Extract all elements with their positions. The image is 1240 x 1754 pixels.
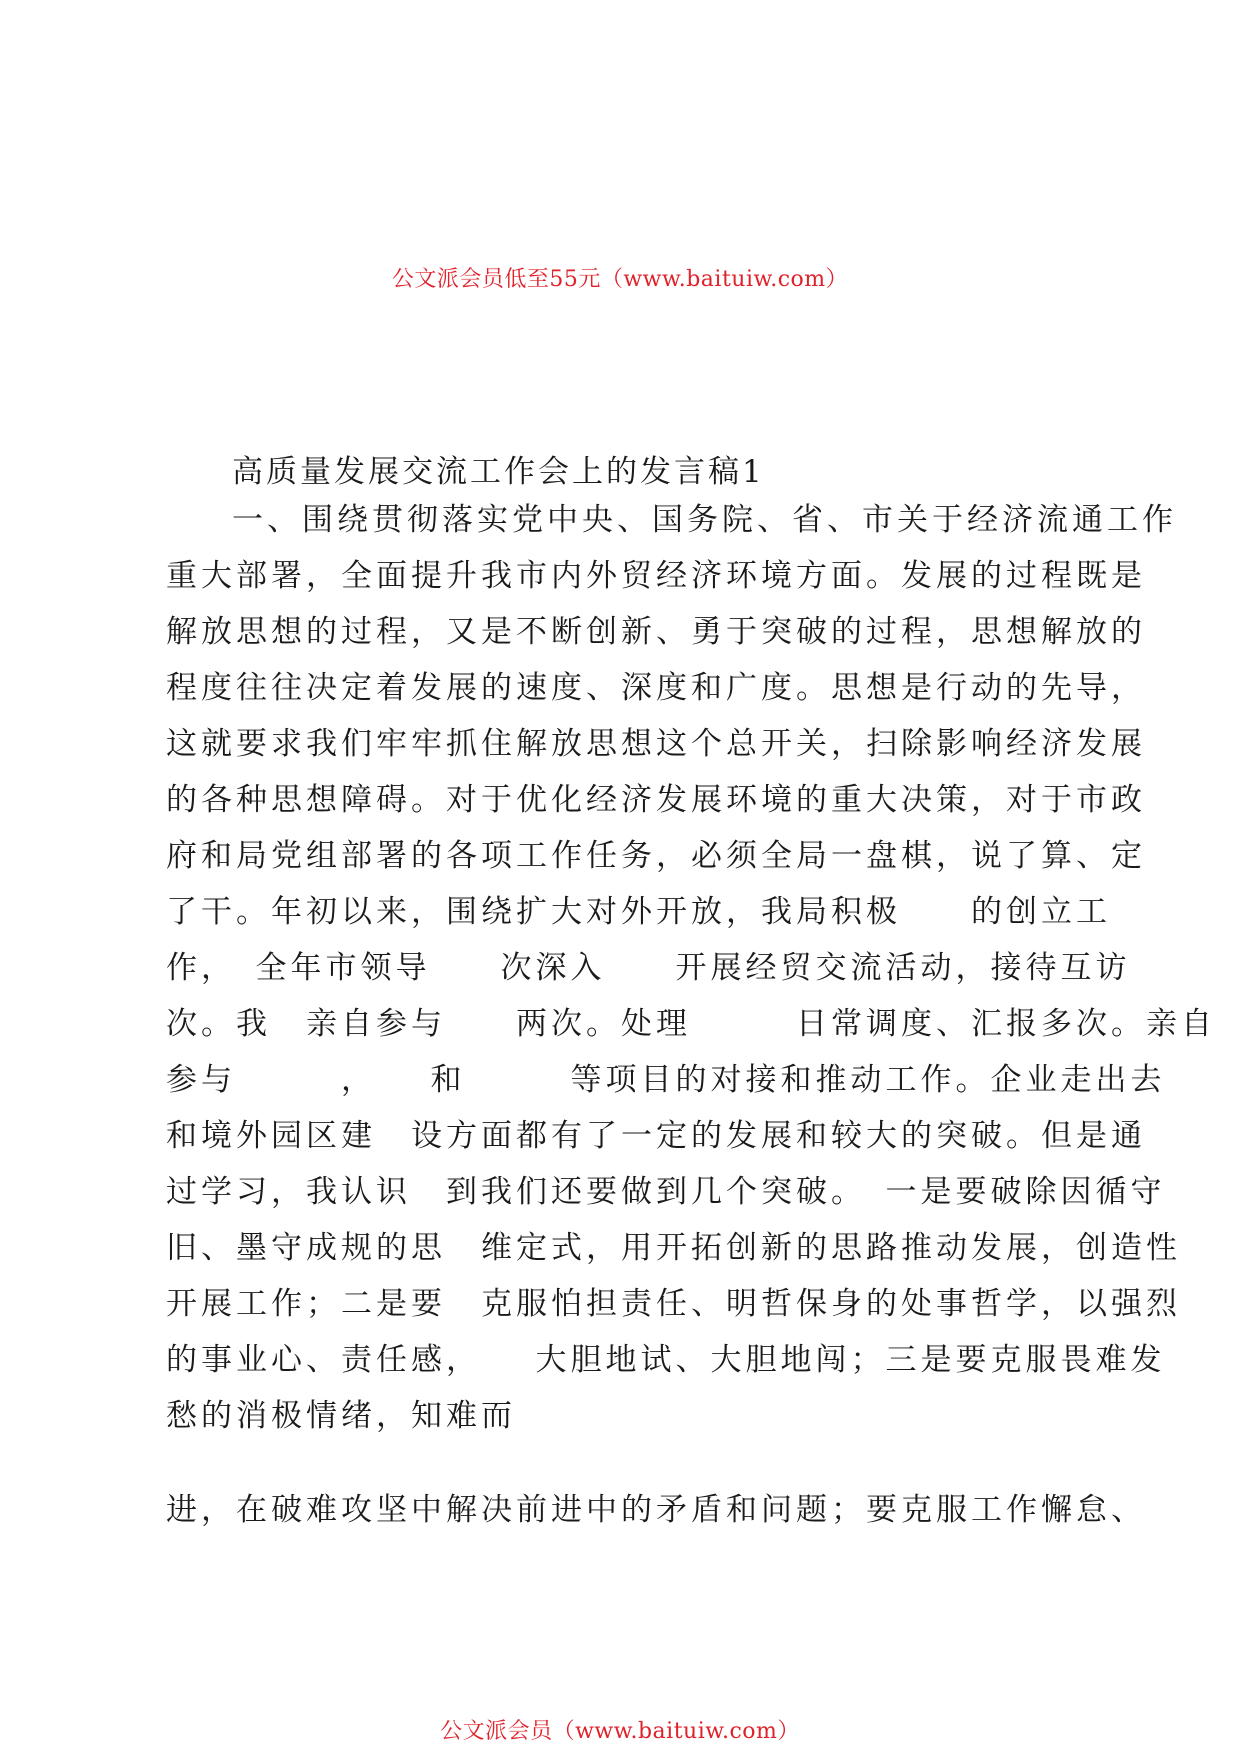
- footer-watermark-link[interactable]: 公文派会员（www.baituiw.com）: [440, 1719, 800, 1744]
- body-line: 作， 全年市领导 次深入 开展经贸交流活动，接待互访: [166, 950, 1131, 986]
- body-line: 这就要求我们牢牢抓住解放思想这个总开关，扫除影响经济发展: [166, 726, 1146, 762]
- header-watermark-link[interactable]: 公文派会员低至55元（www.baituiw.com）: [391, 267, 849, 292]
- body-line: 的各种思想障碍。对于优化经济发展环境的重大决策，对于市政: [166, 782, 1146, 818]
- body-line: 解放思想的过程，又是不断创新、勇于突破的过程，思想解放的: [166, 614, 1146, 650]
- body-line: 开展工作；二是要 克服怕担责任、明哲保身的处事哲学，以强烈: [166, 1286, 1181, 1322]
- body-line: 府和局党组部署的各项工作任务，必须全局一盘棋，说了算、定: [166, 838, 1146, 874]
- body-line: 参与 ， 和 等项目的对接和推动工作。企业走出去: [166, 1062, 1166, 1098]
- body-line: 一、围绕贯彻落实党中央、国务院、省、市关于经济流通工作: [232, 502, 1177, 538]
- body-line: 重大部署，全面提升我市内外贸经济环境方面。发展的过程既是: [166, 558, 1146, 594]
- document-title: 高质量发展交流工作会上的发言稿1: [232, 454, 765, 490]
- body-line: 次。我 亲自参与 两次。处理 日常调度、汇报多次。亲自: [166, 1006, 1216, 1042]
- continuation-line: 进，在破难攻坚中解决前进中的矛盾和问题；要克服工作懈怠、: [166, 1492, 1146, 1528]
- body-line: 了干。年初以来，围绕扩大对外开放，我局积极 的创立工: [166, 894, 1111, 930]
- body-line: 过学习，我认识 到我们还要做到几个突破。 一是要破除因循守: [166, 1174, 1166, 1210]
- body-line: 旧、墨守成规的思 维定式，用开拓创新的思路推动发展，创造性: [166, 1230, 1181, 1266]
- body-line: 和境外园区建 设方面都有了一定的发展和较大的突破。但是通: [166, 1118, 1146, 1154]
- body-line: 的事业心、责任感， 大胆地试、大胆地闯；三是要克服畏难发: [166, 1342, 1166, 1378]
- body-line: 愁的消极情绪，知难而: [166, 1398, 516, 1434]
- body-line: 程度往往决定着发展的速度、深度和广度。思想是行动的先导，: [166, 670, 1146, 706]
